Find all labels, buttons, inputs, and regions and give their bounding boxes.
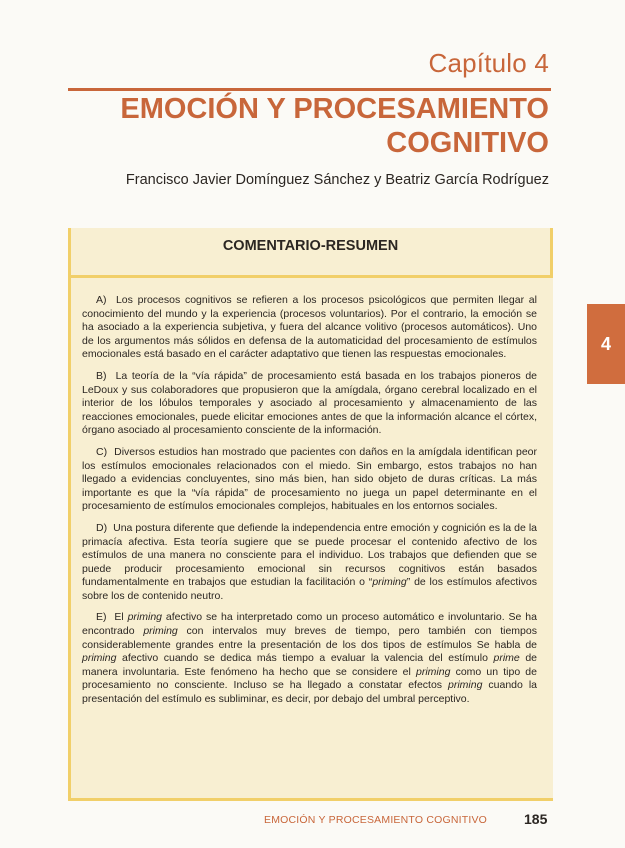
paragraph-text: Los procesos cognitivos se refieren a los procesos psicológicos que permiten llegar al conocimiento del mundo y la experiencia (procesos voluntarios). Por el contrario, la emoción se ha asociado a la experiencia subjetiva, y fuera del alcance volitivo (procesos automáticos). Uno de los argumentos más sólidos en defensa de la automaticidad del procesamiento de estímulos emocionales está basado en el carácter adaptativo que tienen las respuestas emocionales.	[82, 294, 537, 361]
italic-term: priming	[372, 576, 407, 589]
paragraph-text: como un tipo de procesamiento no consciente. Incluso se ha llegado a constatar efectos	[82, 665, 537, 692]
footer-page-number: 185	[524, 811, 548, 827]
paragraph-letter: B)	[96, 369, 107, 382]
chapter-title-line-1: EMOCIÓN Y PROCESAMIENTO	[120, 93, 549, 125]
paragraph-c	[82, 446, 537, 514]
chapter-rule	[68, 88, 551, 91]
italic-term: prime	[493, 652, 520, 665]
paragraph-letter: C)	[96, 445, 108, 458]
summary-body	[82, 294, 537, 715]
paragraph-text: cuando la presentación del estímulo es subliminar, es decir, por debajo del umbral perceptivo.	[82, 679, 537, 706]
authors: Francisco Javier Domínguez Sánchez y Beatriz García Rodríguez	[125, 172, 549, 188]
paragraph-b	[82, 370, 537, 438]
paragraph-text: afectivo se ha interpretado como un proceso automático e involuntario. Se ha encontrado	[82, 611, 537, 638]
summary-heading: COMENTARIO-RESUMEN	[222, 238, 399, 254]
paragraph-text: ” de los estímulos afectivos sobre los de contenido neutro.	[82, 576, 537, 602]
paragraph-text: La teoría de la “vía rápida” de procesamiento está basada en los trabajos pioneros de LeDoux y sus colaboradores que propusieron que la amígdala, órgano cerebral localizado en el interior de los lóbulos temporales y asociado al procesamiento y almacenamiento de las reacciones emocionales, puede elicitar emociones antes de que la información alcance el córtex, órgano asociado al procesamiento consciente de la información.	[82, 369, 537, 437]
summary-bottom-rule	[68, 798, 553, 801]
summary-box	[68, 228, 553, 801]
italic-term: priming	[416, 665, 451, 678]
paragraph-text: afectivo cuando se dedica más tiempo a evaluar la valencia del estímulo	[116, 652, 494, 665]
paragraph-e	[82, 611, 537, 706]
paragraph-text: El	[114, 611, 128, 624]
italic-term: priming	[448, 679, 483, 692]
paragraph-a	[82, 294, 537, 362]
paragraph-text: con intervalos muy breves de tiempo, pero también con tiempos considerablemente grandes entre la presentación de los dos tipos de estímulos Se habla de	[82, 625, 537, 651]
paragraph-letter: E)	[96, 611, 107, 624]
paragraph-text: Una postura diferente que defiende la independencia entre emoción y cognición es la de la primacía afectiva. Esta teoría sugiere que se puede procesar el contenido afectivo de los estímulos de una manera no consciente para el individuo. Los trabajos que defienden que se puede producir procesamiento emocional sin recursos cognitivos están basados fundamentalmente en trabajos que estudian la facilitación o “	[82, 521, 537, 589]
chapter-side-tab: 4	[587, 304, 625, 384]
footer-running-title: EMOCIÓN Y PROCESAMIENTO COGNITIVO	[264, 814, 488, 826]
italic-term: priming	[127, 611, 163, 624]
chapter-title	[49, 92, 549, 160]
paragraph-d	[82, 522, 537, 604]
italic-term: priming	[82, 652, 117, 665]
chapter-label: Capítulo 4	[428, 48, 549, 78]
paragraph-letter: D)	[96, 521, 108, 534]
paragraph-text: Diversos estudios han mostrado que pacientes con daños en la amígdala identifican peor los estímulos emocionales relacionados con el miedo. Sin embargo, estos trabajos no han llegado a evidencias concluyentes, sino más bien, han sido objeto de duras críticas. La más importante es que la “vía rápida” de procesamiento no juega un papel determinante en el procesamiento de estímulos emocionales complejos, habituales en los entornos sociales.	[82, 445, 537, 513]
summary-left-border	[68, 228, 71, 801]
italic-term: priming	[143, 625, 178, 638]
paragraph-letter: A)	[96, 294, 107, 306]
chapter-title-line-2: COGNITIVO	[386, 127, 549, 159]
paragraph-text: de manera involuntaria. Este fenómeno ha hecho que se considere el	[82, 652, 537, 678]
summary-header-rule	[68, 275, 553, 278]
